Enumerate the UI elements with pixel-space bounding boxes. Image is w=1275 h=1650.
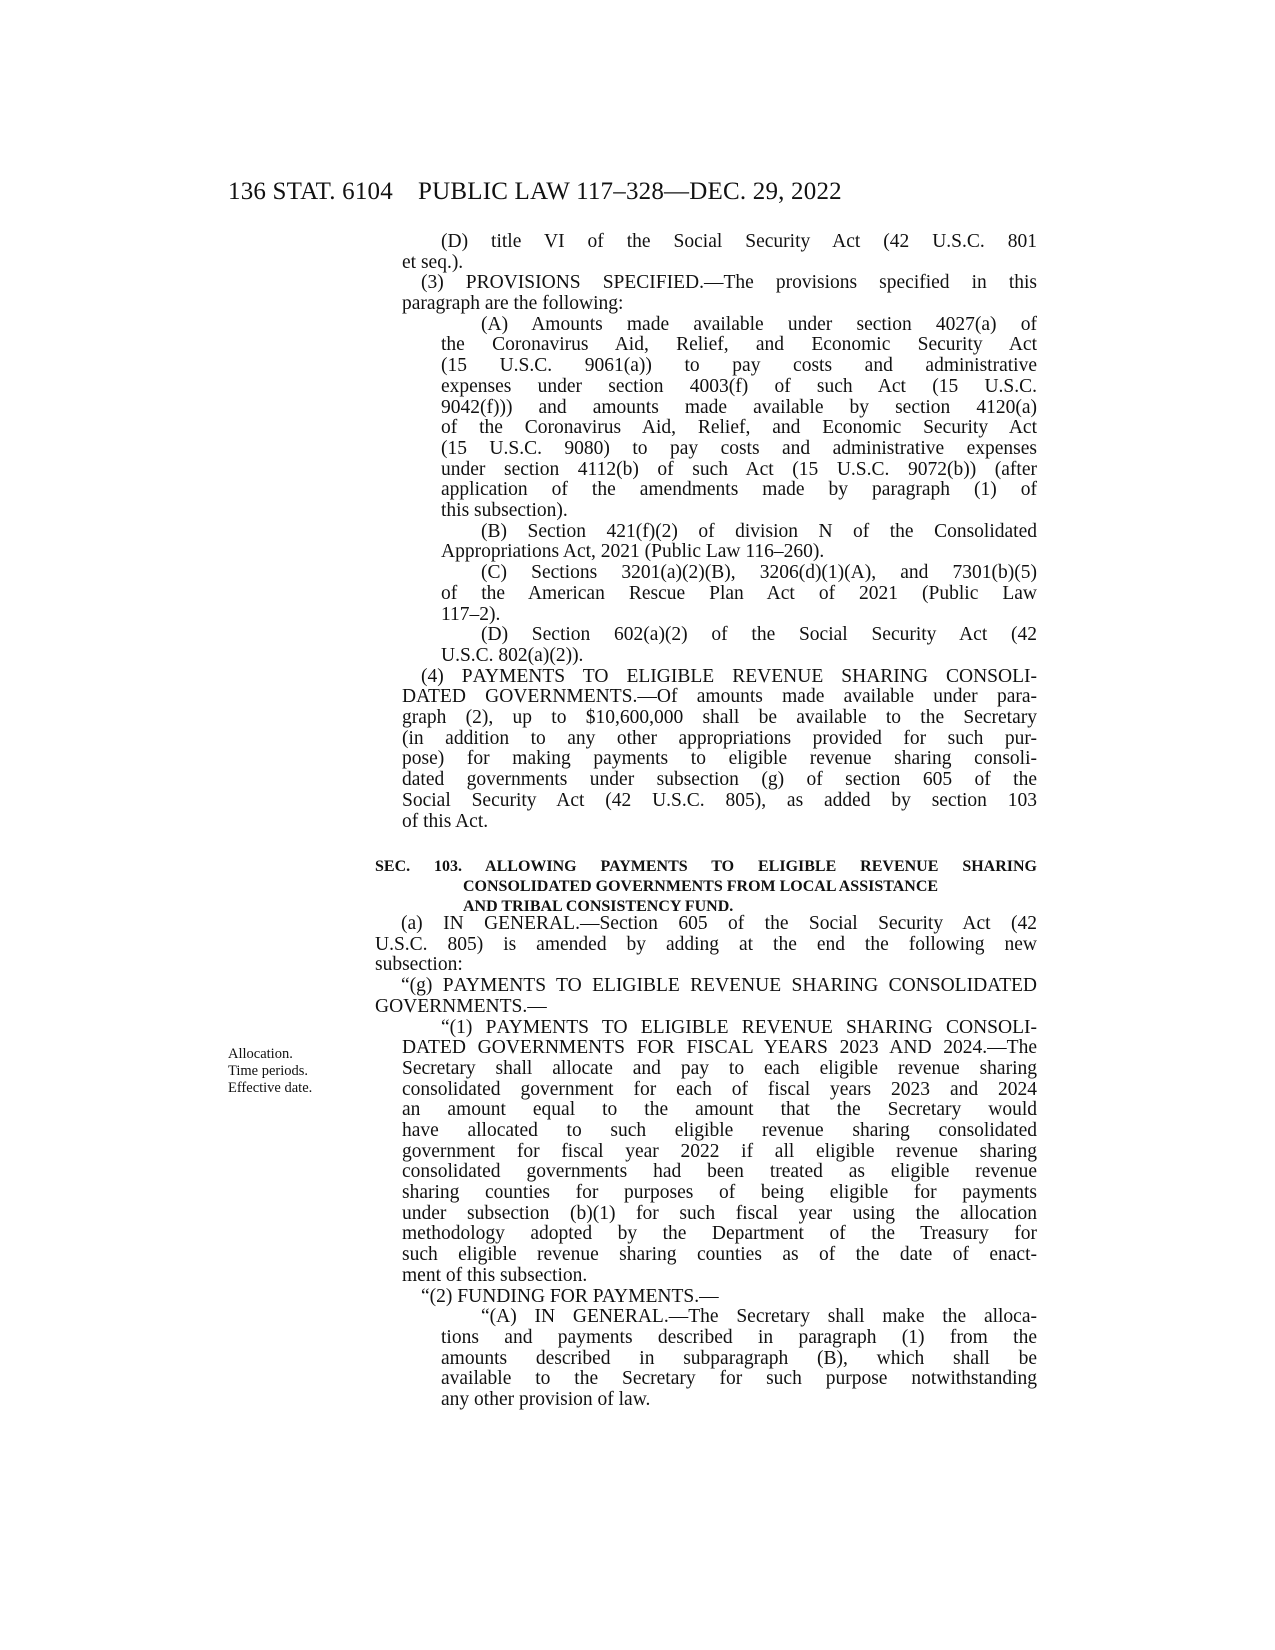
text-line: government for fiscal year 2022 if all eligible revenue sharing [402, 1140, 1037, 1162]
paragraph-4-rest: .—Of amounts made available under para- [632, 686, 1038, 708]
paragraph-3b [441, 522, 1037, 563]
section-heading-line: AND TRIBAL CONSISTENCY FUND. [463, 898, 734, 915]
paragraph-g2-heading: UNDING FOR PAYMENTS [468, 1285, 695, 1307]
text-line: under subsection (b)(1) for such fiscal year using the allocation [402, 1202, 1037, 1224]
subsection-a-heading: N GENERAL [449, 913, 576, 934]
text-line: Social Security Act (42 U.S.C. 805), as added by section 103 [402, 789, 1037, 811]
text-line: (A) Amounts made available under section 4027(a) of [481, 313, 1037, 335]
section-heading-line: CONSOLIDATED GOVERNMENTS FROM LOCAL ASSISTANCE [463, 878, 939, 895]
paragraph-g2-lead: “(2) F [421, 1285, 469, 1307]
text-line: Appropriations Act, 2021 (Public Law 116–260). [441, 541, 825, 563]
law-title: PUBLIC LAW 117–328—DEC. 29, 2022 [418, 178, 842, 205]
text-line: amounts described in subparagraph (B), which shall be [441, 1347, 1037, 1369]
paragraph-4-heading: AYMENTS TO ELIGIBLE REVENUE SHARING CONSOLI [472, 665, 1031, 687]
margin-note [228, 1046, 312, 1097]
paragraph-3a [441, 315, 1037, 522]
text-line: consolidated governments had been treated as eligible revenue [402, 1161, 1037, 1183]
subparagraph-g2a-heading: N GENERAL [541, 1306, 664, 1328]
paragraph-3-heading: ROVISIONS SPECIFIED [476, 272, 700, 294]
margin-note-line: Allocation. [228, 1046, 293, 1062]
text-line: paragraph are the following: [402, 293, 624, 315]
text-line [441, 1307, 1037, 1328]
subsection-g-heading-part: R [690, 975, 704, 997]
text-line: (15 U.S.C. 9080) to pay costs and administrative expenses [441, 437, 1037, 459]
paragraph-2d-cont [402, 253, 1037, 274]
text-line [402, 687, 1037, 708]
text-line: available to the Secretary for such purpose notwithstanding [441, 1368, 1037, 1390]
text-line: the Coronavirus Aid, Relief, and Economic Security Act [441, 334, 1037, 356]
subsection-g-dash: .— [522, 995, 547, 1017]
subsection-g-heading-part: AYMENTS TO [453, 975, 593, 997]
page-header [0, 178, 1275, 218]
subsection-g [375, 976, 1037, 1017]
subsection-g-heading-part: EVENUE [703, 975, 792, 997]
text-line [421, 273, 1037, 294]
subparagraph-g2a-rest: .—The Secretary shall make the alloca- [663, 1306, 1037, 1328]
subparagraph-g2a-lead: “(A) I [481, 1306, 541, 1328]
text-line: of this Act. [402, 810, 489, 832]
paragraph-3d [441, 625, 1037, 666]
subsection-g-heading-cont: OVERNMENTS [389, 995, 523, 1017]
text-line: 117–2). [441, 603, 501, 625]
text-line: ment of this subsection. [402, 1264, 588, 1286]
subsection-g-heading-part: S [791, 975, 803, 997]
text-line: 9042(f))) and amounts made available by section 4120(a) [441, 396, 1037, 418]
text-line: “(1) PAYMENTS TO ELIGIBLE REVENUE SHARING CONSOLI- [441, 1016, 1037, 1038]
text-line: sharing counties for purposes of being eligible for payments [402, 1182, 1037, 1203]
paragraph-3 [421, 273, 1037, 294]
paragraph-4-heading-cont: DATED GOVERNMENTS [402, 686, 633, 708]
subsection-g-heading-part: HARING [802, 975, 889, 997]
text-line: (C) Sections 3201(a)(2)(B), 3206(d)(1)(A), and 7301(b)(5) [481, 562, 1037, 584]
subsection-a [375, 914, 1037, 976]
paragraph-4-lead: (4) P [421, 665, 473, 687]
text-line [375, 976, 1037, 997]
paragraph-g1-lead: “(1) P [441, 1016, 497, 1038]
text-line: this subsection). [441, 499, 568, 521]
text-line: pose) for making payments to eligible revenue sharing consoli- [402, 748, 1037, 770]
subsection-g-heading-cont: G [375, 995, 390, 1017]
text-line: et seq.). [402, 251, 464, 273]
margin-note-line: Time periods. [228, 1063, 309, 1079]
text-line [375, 914, 1037, 935]
paragraph-3c [441, 563, 1037, 625]
text-line: such eligible revenue sharing counties as of the date of enact- [402, 1244, 1037, 1266]
text-line: expenses under section 4003(f) of such Act (15 U.S.C. [441, 375, 1037, 397]
subsection-g-heading-part: ONSOLIDATED [901, 975, 1037, 997]
margin-note-line: Effective date. [228, 1080, 313, 1096]
text-line: (B) Section 421(f)(2) of division N of the Consolidated [481, 520, 1037, 542]
text-line: under section 4112(b) of such Act (15 U.S.C. 9072(b)) (after [441, 458, 1037, 480]
subsection-g-lead: “(g) P [401, 975, 454, 997]
text-line: graph (2), up to $10,600,000 shall be available to the Secretary [402, 707, 1037, 729]
paragraph-g1-heading: AYMENTS TO ELIGIBLE REVENUE SHARING CONSOLI [496, 1016, 1031, 1038]
page-number: 136 STAT. 6104 [228, 178, 393, 205]
paragraph-g1 [402, 1018, 1037, 1287]
text-line: consolidated government for each of fiscal years 2023 and 2024 [402, 1078, 1037, 1100]
paragraph-g1-rest: .—The [982, 1037, 1037, 1059]
subsection-g-heading-part: C [888, 975, 902, 997]
text-line: (in addition to any other appropriations provided for such pur- [402, 727, 1037, 749]
text-line: an amount equal to the amount that the Secretary would [402, 1099, 1037, 1121]
subsection-g-heading-part: LIGIBLE [603, 975, 691, 997]
text-line: (D) Section 602(a)(2) of the Social Security Act (42 [481, 624, 1037, 646]
text-line [375, 997, 1037, 1018]
text-line: dated governments under subsection (g) of section 605 of the [402, 769, 1037, 791]
paragraph-4 [402, 667, 1037, 833]
paragraph-3-lead: (3) P [421, 272, 477, 294]
text-line: U.S.C. 802(a)(2)). [441, 644, 584, 666]
text-line: have allocated to such eligible revenue sharing consolidated [402, 1119, 1037, 1141]
text-line: of the Coronavirus Aid, Relief, and Economic Security Act [441, 417, 1037, 439]
text-line: application of the amendments made by paragraph (1) of [441, 479, 1037, 501]
text-line: U.S.C. 805) is amended by adding at the end the following new [375, 933, 1037, 955]
text-line: (D) title VI of the Social Security Act (42 U.S.C. 801 [441, 231, 1037, 252]
paragraph-g2 [421, 1287, 1037, 1308]
paragraph-g2-rest: .— [694, 1285, 719, 1307]
paragraph-g1-heading-cont: DATED GOVERNMENTS FOR FISCAL YEARS 2023 AND 2024 [402, 1037, 983, 1059]
text-line: subsection: [375, 954, 463, 976]
section-103-heading [375, 857, 1037, 917]
text-line: of the American Rescue Plan Act of 2021 (Public Law [441, 582, 1037, 604]
text-line: (4) PAYMENTS TO ELIGIBLE REVENUE SHARING CONSOLI- [421, 665, 1038, 687]
subparagraph-g2a [441, 1307, 1037, 1410]
paragraph-2d [441, 232, 1037, 253]
text-line [421, 1287, 1037, 1308]
subsection-a-rest: .—Section 605 of the Social Security Act (42 [575, 913, 1037, 934]
subsection-a-lead: (a) I [401, 913, 450, 934]
paragraph-3-rest: .—The provisions specified in this [699, 272, 1037, 294]
text-line [402, 1038, 1037, 1059]
text-line: (15 U.S.C. 9061(a)) to pay costs and administrative [441, 355, 1037, 377]
subsection-g-heading-part: E [592, 975, 604, 997]
paragraph-3-cont [402, 294, 1037, 315]
text-line: any other provision of law. [441, 1389, 651, 1411]
text-line: methodology adopted by the Department of the Treasury for [402, 1223, 1037, 1245]
text-line: Secretary shall allocate and pay to each eligible revenue sharing [402, 1057, 1037, 1079]
text-line: tions and payments described in paragraph (1) from the [441, 1326, 1037, 1348]
section-heading-line: SEC. 103. ALLOWING PAYMENTS TO ELIGIBLE REVENUE SHARING [375, 858, 1037, 875]
